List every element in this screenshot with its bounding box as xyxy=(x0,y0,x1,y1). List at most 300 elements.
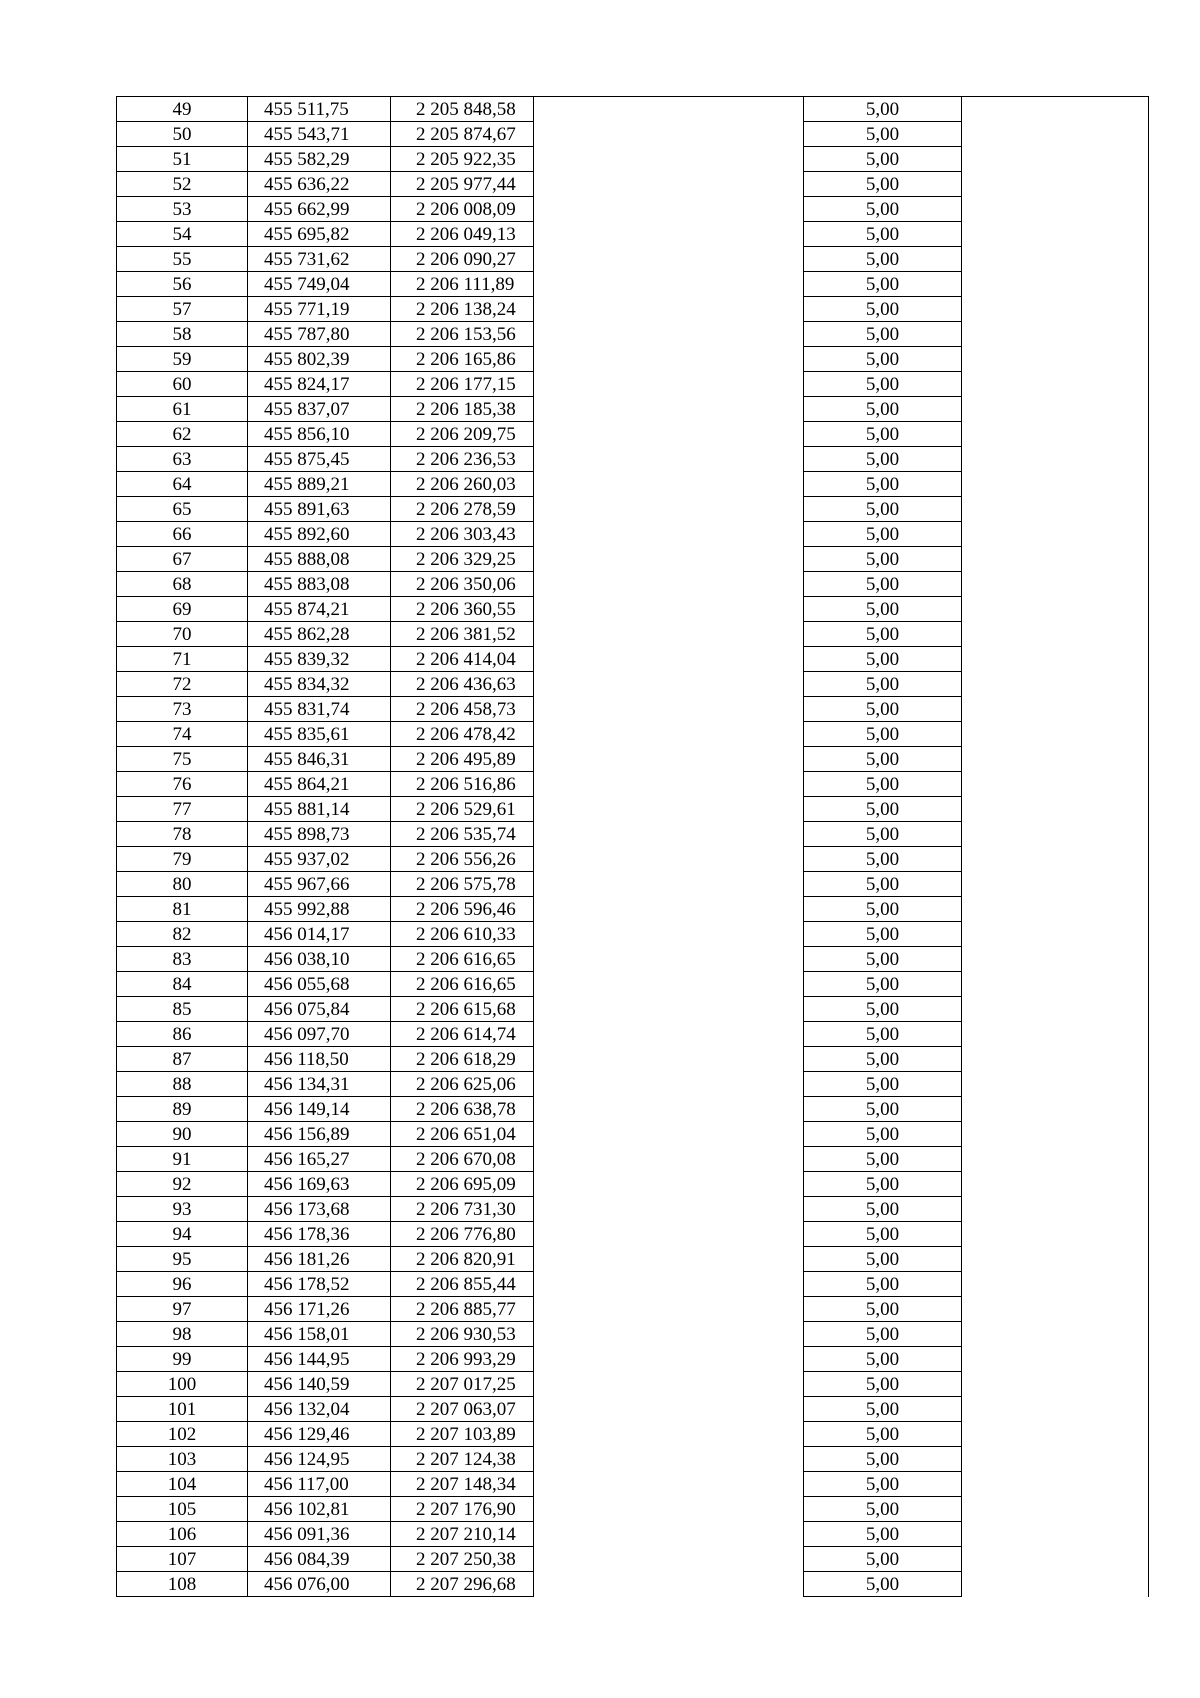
point-number-cell: 84 xyxy=(117,972,248,997)
empty-cell xyxy=(534,1197,804,1222)
empty-cell xyxy=(534,897,804,922)
accuracy-cell: 5,00 xyxy=(804,972,962,997)
table-row xyxy=(117,1247,1149,1272)
point-number-cell: 95 xyxy=(117,1247,248,1272)
table-row xyxy=(117,697,1149,722)
table-row xyxy=(117,1472,1149,1497)
y-coordinate-cell: 2 207 017,25 xyxy=(391,1372,534,1397)
x-coordinate-cell: 456 171,26 xyxy=(248,1297,391,1322)
y-coordinate-cell: 2 205 848,58 xyxy=(391,97,534,122)
x-coordinate-cell: 455 839,32 xyxy=(248,647,391,672)
empty-cell xyxy=(962,472,1149,497)
accuracy-cell: 5,00 xyxy=(804,672,962,697)
point-number-cell: 54 xyxy=(117,222,248,247)
x-coordinate-cell: 456 129,46 xyxy=(248,1422,391,1447)
empty-cell xyxy=(534,797,804,822)
y-coordinate-cell: 2 206 596,46 xyxy=(391,897,534,922)
table-row xyxy=(117,1372,1149,1397)
empty-cell xyxy=(534,772,804,797)
table-row xyxy=(117,1447,1149,1472)
y-coordinate-cell: 2 207 063,07 xyxy=(391,1397,534,1422)
x-coordinate-cell: 455 636,22 xyxy=(248,172,391,197)
empty-cell xyxy=(534,847,804,872)
empty-cell xyxy=(534,622,804,647)
y-coordinate-cell: 2 207 296,68 xyxy=(391,1572,534,1597)
y-coordinate-cell: 2 206 185,38 xyxy=(391,397,534,422)
accuracy-cell: 5,00 xyxy=(804,922,962,947)
table-row xyxy=(117,1547,1149,1572)
empty-cell xyxy=(962,422,1149,447)
empty-cell xyxy=(534,522,804,547)
empty-cell xyxy=(962,1147,1149,1172)
empty-cell xyxy=(962,647,1149,672)
empty-cell xyxy=(534,222,804,247)
x-coordinate-cell: 456 156,89 xyxy=(248,1122,391,1147)
empty-cell xyxy=(534,647,804,672)
accuracy-cell: 5,00 xyxy=(804,1197,962,1222)
y-coordinate-cell: 2 206 360,55 xyxy=(391,597,534,622)
empty-cell xyxy=(962,547,1149,572)
y-coordinate-cell: 2 206 209,75 xyxy=(391,422,534,447)
table-body xyxy=(117,97,1149,1597)
x-coordinate-cell: 455 992,88 xyxy=(248,897,391,922)
y-coordinate-cell: 2 207 176,90 xyxy=(391,1497,534,1522)
empty-cell xyxy=(534,172,804,197)
empty-cell xyxy=(962,672,1149,697)
point-number-cell: 61 xyxy=(117,397,248,422)
empty-cell xyxy=(534,272,804,297)
empty-cell xyxy=(962,697,1149,722)
x-coordinate-cell: 455 856,10 xyxy=(248,422,391,447)
point-number-cell: 56 xyxy=(117,272,248,297)
x-coordinate-cell: 456 165,27 xyxy=(248,1147,391,1172)
point-number-cell: 104 xyxy=(117,1472,248,1497)
point-number-cell: 65 xyxy=(117,497,248,522)
point-number-cell: 101 xyxy=(117,1397,248,1422)
empty-cell xyxy=(962,1447,1149,1472)
empty-cell xyxy=(534,1047,804,1072)
y-coordinate-cell: 2 206 111,89 xyxy=(391,272,534,297)
table-row xyxy=(117,1222,1149,1247)
empty-cell xyxy=(962,322,1149,347)
empty-cell xyxy=(962,1322,1149,1347)
empty-cell xyxy=(534,747,804,772)
empty-cell xyxy=(534,1472,804,1497)
table-row xyxy=(117,1172,1149,1197)
accuracy-cell: 5,00 xyxy=(804,1097,962,1122)
empty-cell xyxy=(962,922,1149,947)
point-number-cell: 82 xyxy=(117,922,248,947)
accuracy-cell: 5,00 xyxy=(804,1047,962,1072)
x-coordinate-cell: 456 118,50 xyxy=(248,1047,391,1072)
empty-cell xyxy=(534,122,804,147)
empty-cell xyxy=(534,997,804,1022)
y-coordinate-cell: 2 206 478,42 xyxy=(391,722,534,747)
accuracy-cell: 5,00 xyxy=(804,1372,962,1397)
table-row xyxy=(117,447,1149,472)
empty-cell xyxy=(534,822,804,847)
accuracy-cell: 5,00 xyxy=(804,447,962,472)
point-number-cell: 89 xyxy=(117,1097,248,1122)
x-coordinate-cell: 456 055,68 xyxy=(248,972,391,997)
table-row xyxy=(117,172,1149,197)
point-number-cell: 92 xyxy=(117,1172,248,1197)
table-row xyxy=(117,797,1149,822)
accuracy-cell: 5,00 xyxy=(804,497,962,522)
empty-cell xyxy=(534,1447,804,1472)
empty-cell xyxy=(962,1572,1149,1597)
empty-cell xyxy=(962,822,1149,847)
table-row xyxy=(117,1097,1149,1122)
empty-cell xyxy=(534,97,804,122)
point-number-cell: 80 xyxy=(117,872,248,897)
x-coordinate-cell: 456 091,36 xyxy=(248,1522,391,1547)
table-row xyxy=(117,897,1149,922)
x-coordinate-cell: 455 881,14 xyxy=(248,797,391,822)
x-coordinate-cell: 455 582,29 xyxy=(248,147,391,172)
empty-cell xyxy=(534,1397,804,1422)
table-row xyxy=(117,322,1149,347)
y-coordinate-cell: 2 206 350,06 xyxy=(391,572,534,597)
empty-cell xyxy=(534,1372,804,1397)
empty-cell xyxy=(962,347,1149,372)
x-coordinate-cell: 455 543,71 xyxy=(248,122,391,147)
empty-cell xyxy=(534,1247,804,1272)
point-number-cell: 79 xyxy=(117,847,248,872)
table-row xyxy=(117,847,1149,872)
point-number-cell: 52 xyxy=(117,172,248,197)
accuracy-cell: 5,00 xyxy=(804,1397,962,1422)
x-coordinate-cell: 456 124,95 xyxy=(248,1447,391,1472)
accuracy-cell: 5,00 xyxy=(804,97,962,122)
accuracy-cell: 5,00 xyxy=(804,1422,962,1447)
table-row xyxy=(117,1497,1149,1522)
empty-cell xyxy=(962,797,1149,822)
x-coordinate-cell: 455 898,73 xyxy=(248,822,391,847)
point-number-cell: 67 xyxy=(117,547,248,572)
accuracy-cell: 5,00 xyxy=(804,222,962,247)
y-coordinate-cell: 2 206 731,30 xyxy=(391,1197,534,1222)
accuracy-cell: 5,00 xyxy=(804,1347,962,1372)
empty-cell xyxy=(962,1272,1149,1297)
x-coordinate-cell: 455 846,31 xyxy=(248,747,391,772)
x-coordinate-cell: 456 158,01 xyxy=(248,1322,391,1347)
empty-cell xyxy=(534,372,804,397)
point-number-cell: 102 xyxy=(117,1422,248,1447)
table-row xyxy=(117,997,1149,1022)
accuracy-cell: 5,00 xyxy=(804,1147,962,1172)
accuracy-cell: 5,00 xyxy=(804,1547,962,1572)
y-coordinate-cell: 2 206 329,25 xyxy=(391,547,534,572)
y-coordinate-cell: 2 206 885,77 xyxy=(391,1297,534,1322)
accuracy-cell: 5,00 xyxy=(804,1497,962,1522)
y-coordinate-cell: 2 206 278,59 xyxy=(391,497,534,522)
empty-cell xyxy=(962,997,1149,1022)
y-coordinate-cell: 2 207 103,89 xyxy=(391,1422,534,1447)
empty-cell xyxy=(534,722,804,747)
accuracy-cell: 5,00 xyxy=(804,1522,962,1547)
y-coordinate-cell: 2 206 177,15 xyxy=(391,372,534,397)
table-row xyxy=(117,1297,1149,1322)
x-coordinate-cell: 456 169,63 xyxy=(248,1172,391,1197)
empty-cell xyxy=(534,572,804,597)
y-coordinate-cell: 2 206 436,63 xyxy=(391,672,534,697)
point-number-cell: 74 xyxy=(117,722,248,747)
table-row xyxy=(117,247,1149,272)
y-coordinate-cell: 2 206 776,80 xyxy=(391,1222,534,1247)
empty-cell xyxy=(534,1572,804,1597)
empty-cell xyxy=(962,772,1149,797)
x-coordinate-cell: 456 134,31 xyxy=(248,1072,391,1097)
table-row xyxy=(117,497,1149,522)
empty-cell xyxy=(534,1297,804,1322)
point-number-cell: 98 xyxy=(117,1322,248,1347)
empty-cell xyxy=(534,247,804,272)
y-coordinate-cell: 2 206 458,73 xyxy=(391,697,534,722)
empty-cell xyxy=(962,572,1149,597)
table-row xyxy=(117,947,1149,972)
empty-cell xyxy=(962,1347,1149,1372)
table-row xyxy=(117,622,1149,647)
point-number-cell: 76 xyxy=(117,772,248,797)
empty-cell xyxy=(534,1497,804,1522)
empty-cell xyxy=(962,1547,1149,1572)
x-coordinate-cell: 455 892,60 xyxy=(248,522,391,547)
y-coordinate-cell: 2 206 236,53 xyxy=(391,447,534,472)
accuracy-cell: 5,00 xyxy=(804,1072,962,1097)
empty-cell xyxy=(962,1372,1149,1397)
y-coordinate-cell: 2 207 250,38 xyxy=(391,1547,534,1572)
point-number-cell: 100 xyxy=(117,1372,248,1397)
table-row xyxy=(117,222,1149,247)
y-coordinate-cell: 2 206 575,78 xyxy=(391,872,534,897)
empty-cell xyxy=(962,1297,1149,1322)
x-coordinate-cell: 455 837,07 xyxy=(248,397,391,422)
y-coordinate-cell: 2 206 529,61 xyxy=(391,797,534,822)
table-row xyxy=(117,1397,1149,1422)
empty-cell xyxy=(962,972,1149,997)
x-coordinate-cell: 456 117,00 xyxy=(248,1472,391,1497)
accuracy-cell: 5,00 xyxy=(804,822,962,847)
x-coordinate-cell: 455 862,28 xyxy=(248,622,391,647)
x-coordinate-cell: 456 084,39 xyxy=(248,1547,391,1572)
empty-cell xyxy=(962,1247,1149,1272)
empty-cell xyxy=(962,522,1149,547)
table-row xyxy=(117,922,1149,947)
point-number-cell: 77 xyxy=(117,797,248,822)
y-coordinate-cell: 2 206 670,08 xyxy=(391,1147,534,1172)
accuracy-cell: 5,00 xyxy=(804,197,962,222)
x-coordinate-cell: 455 937,02 xyxy=(248,847,391,872)
table-row xyxy=(117,1322,1149,1347)
accuracy-cell: 5,00 xyxy=(804,1022,962,1047)
y-coordinate-cell: 2 206 303,43 xyxy=(391,522,534,547)
x-coordinate-cell: 455 889,21 xyxy=(248,472,391,497)
empty-cell xyxy=(962,1522,1149,1547)
y-coordinate-cell: 2 206 495,89 xyxy=(391,747,534,772)
x-coordinate-cell: 456 038,10 xyxy=(248,947,391,972)
x-coordinate-cell: 456 075,84 xyxy=(248,997,391,1022)
point-number-cell: 78 xyxy=(117,822,248,847)
accuracy-cell: 5,00 xyxy=(804,847,962,872)
y-coordinate-cell: 2 206 556,26 xyxy=(391,847,534,872)
empty-cell xyxy=(534,472,804,497)
empty-cell xyxy=(962,222,1149,247)
empty-cell xyxy=(534,197,804,222)
table-row xyxy=(117,197,1149,222)
accuracy-cell: 5,00 xyxy=(804,797,962,822)
point-number-cell: 64 xyxy=(117,472,248,497)
table-row xyxy=(117,347,1149,372)
point-number-cell: 87 xyxy=(117,1047,248,1072)
accuracy-cell: 5,00 xyxy=(804,297,962,322)
empty-cell xyxy=(534,497,804,522)
table-row xyxy=(117,747,1149,772)
empty-cell xyxy=(534,1147,804,1172)
x-coordinate-cell: 455 749,04 xyxy=(248,272,391,297)
accuracy-cell: 5,00 xyxy=(804,172,962,197)
point-number-cell: 66 xyxy=(117,522,248,547)
point-number-cell: 49 xyxy=(117,97,248,122)
empty-cell xyxy=(962,1497,1149,1522)
accuracy-cell: 5,00 xyxy=(804,347,962,372)
table-row xyxy=(117,297,1149,322)
x-coordinate-cell: 456 173,68 xyxy=(248,1197,391,1222)
table-row xyxy=(117,522,1149,547)
y-coordinate-cell: 2 205 977,44 xyxy=(391,172,534,197)
empty-cell xyxy=(962,1397,1149,1422)
point-number-cell: 73 xyxy=(117,697,248,722)
accuracy-cell: 5,00 xyxy=(804,1272,962,1297)
empty-cell xyxy=(962,747,1149,772)
empty-cell xyxy=(962,1422,1149,1447)
empty-cell xyxy=(534,922,804,947)
point-number-cell: 91 xyxy=(117,1147,248,1172)
empty-cell xyxy=(534,422,804,447)
empty-cell xyxy=(534,1072,804,1097)
table-row xyxy=(117,872,1149,897)
empty-cell xyxy=(534,297,804,322)
empty-cell xyxy=(534,1347,804,1372)
empty-cell xyxy=(962,397,1149,422)
point-number-cell: 69 xyxy=(117,597,248,622)
point-number-cell: 71 xyxy=(117,647,248,672)
y-coordinate-cell: 2 206 049,13 xyxy=(391,222,534,247)
accuracy-cell: 5,00 xyxy=(804,1472,962,1497)
empty-cell xyxy=(962,1472,1149,1497)
empty-cell xyxy=(962,197,1149,222)
accuracy-cell: 5,00 xyxy=(804,397,962,422)
empty-cell xyxy=(534,397,804,422)
accuracy-cell: 5,00 xyxy=(804,897,962,922)
y-coordinate-cell: 2 206 138,24 xyxy=(391,297,534,322)
accuracy-cell: 5,00 xyxy=(804,247,962,272)
y-coordinate-cell: 2 206 615,68 xyxy=(391,997,534,1022)
empty-cell xyxy=(962,597,1149,622)
table-row xyxy=(117,472,1149,497)
x-coordinate-cell: 455 511,75 xyxy=(248,97,391,122)
empty-cell xyxy=(534,1422,804,1447)
point-number-cell: 86 xyxy=(117,1022,248,1047)
point-number-cell: 72 xyxy=(117,672,248,697)
table-row xyxy=(117,122,1149,147)
empty-cell xyxy=(962,1122,1149,1147)
empty-cell xyxy=(962,1072,1149,1097)
empty-cell xyxy=(534,947,804,972)
accuracy-cell: 5,00 xyxy=(804,947,962,972)
y-coordinate-cell: 2 206 516,86 xyxy=(391,772,534,797)
table-row xyxy=(117,972,1149,997)
point-number-cell: 53 xyxy=(117,197,248,222)
point-number-cell: 93 xyxy=(117,1197,248,1222)
point-number-cell: 70 xyxy=(117,622,248,647)
empty-cell xyxy=(534,1522,804,1547)
table-row xyxy=(117,272,1149,297)
empty-cell xyxy=(962,172,1149,197)
y-coordinate-cell: 2 206 651,04 xyxy=(391,1122,534,1147)
empty-cell xyxy=(962,847,1149,872)
y-coordinate-cell: 2 206 993,29 xyxy=(391,1347,534,1372)
empty-cell xyxy=(962,722,1149,747)
y-coordinate-cell: 2 206 616,65 xyxy=(391,947,534,972)
empty-cell xyxy=(534,972,804,997)
table-row xyxy=(117,147,1149,172)
accuracy-cell: 5,00 xyxy=(804,122,962,147)
accuracy-cell: 5,00 xyxy=(804,1122,962,1147)
empty-cell xyxy=(962,872,1149,897)
x-coordinate-cell: 455 662,99 xyxy=(248,197,391,222)
coordinates-table xyxy=(116,96,1149,1597)
y-coordinate-cell: 2 206 614,74 xyxy=(391,1022,534,1047)
empty-cell xyxy=(534,872,804,897)
accuracy-cell: 5,00 xyxy=(804,1222,962,1247)
y-coordinate-cell: 2 207 210,14 xyxy=(391,1522,534,1547)
y-coordinate-cell: 2 205 922,35 xyxy=(391,147,534,172)
accuracy-cell: 5,00 xyxy=(804,472,962,497)
empty-cell xyxy=(534,447,804,472)
point-number-cell: 96 xyxy=(117,1272,248,1297)
x-coordinate-cell: 455 835,61 xyxy=(248,722,391,747)
table-row xyxy=(117,1522,1149,1547)
x-coordinate-cell: 456 178,52 xyxy=(248,1272,391,1297)
y-coordinate-cell: 2 206 616,65 xyxy=(391,972,534,997)
y-coordinate-cell: 2 206 008,09 xyxy=(391,197,534,222)
x-coordinate-cell: 456 181,26 xyxy=(248,1247,391,1272)
y-coordinate-cell: 2 206 855,44 xyxy=(391,1272,534,1297)
x-coordinate-cell: 456 097,70 xyxy=(248,1022,391,1047)
table-row xyxy=(117,597,1149,622)
empty-cell xyxy=(534,1097,804,1122)
point-number-cell: 108 xyxy=(117,1572,248,1597)
point-number-cell: 60 xyxy=(117,372,248,397)
accuracy-cell: 5,00 xyxy=(804,547,962,572)
empty-cell xyxy=(534,1222,804,1247)
x-coordinate-cell: 456 144,95 xyxy=(248,1347,391,1372)
y-coordinate-cell: 2 206 381,52 xyxy=(391,622,534,647)
point-number-cell: 107 xyxy=(117,1547,248,1572)
y-coordinate-cell: 2 206 695,09 xyxy=(391,1172,534,1197)
table-row xyxy=(117,822,1149,847)
empty-cell xyxy=(534,1022,804,1047)
table-row xyxy=(117,97,1149,122)
empty-cell xyxy=(962,147,1149,172)
x-coordinate-cell: 456 102,81 xyxy=(248,1497,391,1522)
y-coordinate-cell: 2 206 414,04 xyxy=(391,647,534,672)
point-number-cell: 85 xyxy=(117,997,248,1022)
empty-cell xyxy=(534,1172,804,1197)
accuracy-cell: 5,00 xyxy=(804,622,962,647)
empty-cell xyxy=(534,1547,804,1572)
